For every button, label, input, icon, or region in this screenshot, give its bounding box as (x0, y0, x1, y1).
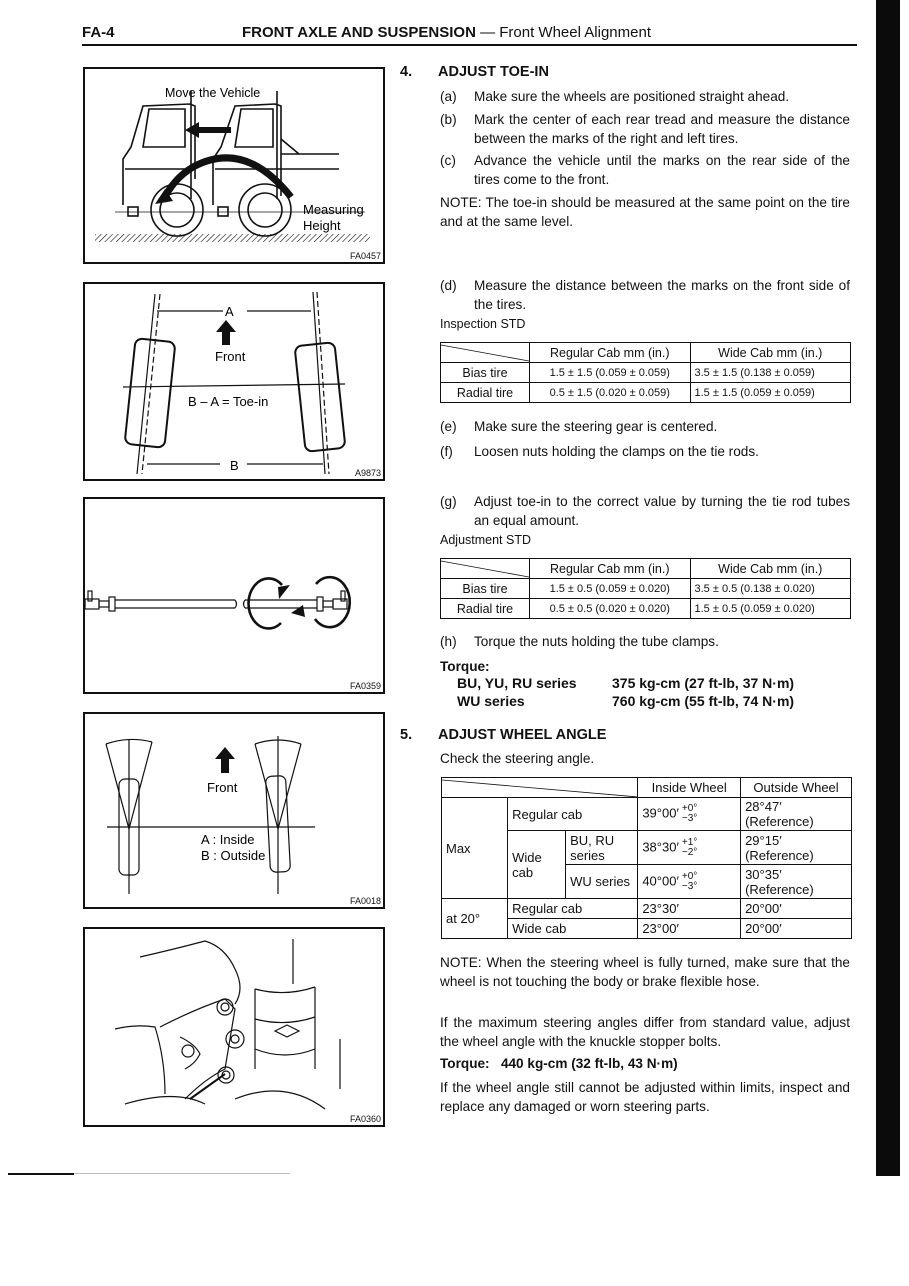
table-cell: 1.5 ± 0.5 (0.059 ± 0.020) (690, 599, 851, 619)
cab-label: Wide cab (508, 919, 638, 939)
angle-value: 29°15′ (745, 832, 782, 848)
angle-value: 39°00′ (642, 805, 679, 821)
torque-series: WU series (457, 693, 525, 709)
step-title: ADJUST TOE-IN (438, 64, 549, 80)
knuckle-stopper-illustration (85, 929, 383, 1125)
torque-row (457, 692, 867, 711)
item-text: Measure the distance between the marks on the front side of the tires. (474, 278, 850, 312)
table-row (441, 383, 851, 403)
subsection-title: — Front Wheel Alignment (480, 24, 651, 41)
tol-minus: −3° (681, 813, 698, 824)
label-a-inside: A : Inside (201, 832, 255, 847)
tol-plus: +0° (681, 870, 698, 882)
torque-value: 440 kg-cm (32 ft-lb, 43 N·m) (500, 1056, 678, 1071)
row-header: Radial tire (441, 383, 530, 403)
move-vehicle-label: Move the Vehicle (165, 86, 261, 100)
column-header: Regular Cab mm (in.) (530, 343, 691, 363)
item-label: (a) (440, 89, 457, 104)
label-toe-in-formula: B – A = Toe-in (188, 394, 269, 409)
inside-angle: 23°30′ (638, 899, 741, 919)
figure-code: FA0018 (349, 896, 381, 906)
label-a: A (225, 304, 234, 319)
figure-code: FA0359 (349, 681, 381, 691)
table-row (441, 599, 851, 619)
angle-value: 30°35′ (745, 866, 782, 882)
item-label: (b) (440, 112, 457, 127)
row-header: Radial tire (441, 599, 530, 619)
figure-code: FA0360 (349, 1114, 381, 1124)
section-title: FRONT AXLE AND SUSPENSION (242, 24, 476, 41)
page-title (242, 24, 651, 41)
item-label: (g) (440, 494, 457, 509)
table-cell: 1.5 ± 1.5 (0.059 ± 0.059) (530, 363, 691, 383)
column-header: Regular Cab mm (in.) (530, 559, 691, 579)
column-header: Outside Wheel (741, 778, 852, 798)
angle-value: 40°00′ (642, 872, 679, 888)
item-label: (d) (440, 278, 457, 293)
outside-angle (741, 798, 852, 831)
step-item (440, 632, 850, 651)
item-label: (c) (440, 153, 456, 168)
table-cell: 1.5 ± 0.5 (0.059 ± 0.020) (530, 579, 691, 599)
step-item (440, 442, 850, 461)
table-corner (441, 343, 530, 363)
reference-note: (Reference) (745, 814, 814, 829)
torque-row (457, 674, 867, 693)
steering-angle-table (441, 777, 852, 939)
measuring-label: Measuring (303, 202, 364, 217)
adjustment-std-table (440, 558, 851, 619)
torque-value: 375 kg-cm (27 ft-lb, 37 N·m) (612, 675, 795, 691)
item-label: (f) (440, 444, 453, 459)
step-item (440, 151, 850, 189)
table-row (441, 363, 851, 383)
outside-angle (741, 831, 852, 865)
inspection-caption: Inspection STD (440, 317, 526, 331)
row-header: Bias tire (441, 363, 530, 383)
step-item (440, 87, 850, 106)
step-title: ADJUST WHEEL ANGLE (438, 727, 607, 743)
step-item (440, 276, 850, 314)
wheel-angle-diagram (85, 714, 383, 907)
label-b: B (230, 458, 239, 473)
item-text: Loosen nuts holding the clamps on the tie rods. (474, 444, 759, 459)
row-group-max: Max (442, 798, 508, 899)
reference-note: (Reference) (745, 881, 814, 897)
inside-angle (638, 865, 741, 899)
tol-minus: −3° (681, 880, 698, 892)
table-corner (441, 559, 530, 579)
tol-plus: +1° (681, 836, 698, 848)
step-item (440, 110, 850, 148)
table-cell: 0.5 ± 1.5 (0.020 ± 0.059) (530, 383, 691, 403)
row-group-at-20: at 20° (442, 899, 508, 939)
truck-move-illustration (85, 69, 383, 262)
inspection-std-table (440, 342, 851, 403)
footer-rule-dark (8, 1173, 74, 1175)
scan-edge-bar (876, 0, 900, 1176)
step-item (440, 417, 850, 436)
page-header (82, 22, 857, 46)
figure-toe-in (83, 282, 385, 481)
column-header: Wide Cab mm (in.) (690, 343, 851, 363)
reference-note: (Reference) (745, 847, 814, 863)
figure-move-vehicle (83, 67, 385, 264)
inside-angle (638, 798, 741, 831)
column-header: Inside Wheel (638, 778, 741, 798)
torque-label: Torque: (440, 659, 490, 674)
figure-code: A9873 (354, 468, 381, 478)
step-4-heading (400, 63, 852, 81)
tol-minus: −2° (681, 846, 698, 858)
page-id: FA-4 (82, 24, 115, 41)
item-text: Torque the nuts holding the tube clamps. (474, 634, 719, 649)
step-5-heading (400, 726, 852, 744)
item-text: Mark the center of each rear tread and measure the distance between the marks of the right and left tires. (474, 112, 850, 146)
table-cell: 1.5 ± 1.5 (0.059 ± 0.059) (690, 383, 851, 403)
figure-tie-rod (83, 497, 385, 694)
step-item (440, 492, 850, 530)
tol-plus: +0° (681, 803, 698, 814)
steering-angle-intro: Check the steering angle. (440, 751, 595, 766)
figure-code: FA0457 (349, 251, 381, 261)
item-text: Advance the vehicle until the marks on the rear side of the tires come to the front. (474, 153, 850, 187)
item-label: (e) (440, 419, 457, 434)
inside-angle: 23°00′ (638, 919, 741, 939)
torque-value: 760 kg-cm (55 ft-lb, 74 N·m) (612, 693, 795, 709)
adjustment-caption: Adjustment STD (440, 533, 532, 547)
figure-wheel-angle (83, 712, 385, 909)
toe-in-note: NOTE: The toe-in should be measured at the same point on the tire and at the same level. (440, 195, 850, 229)
angle-value: 38°30′ (642, 838, 679, 854)
table-cell: 3.5 ± 1.5 (0.138 ± 0.059) (690, 363, 851, 383)
height-label: Height (303, 218, 341, 233)
series-label: BU, RU series (566, 831, 638, 865)
label-front: Front (207, 780, 238, 795)
outside-angle: 20°00′ (741, 899, 852, 919)
ground-hatch (95, 234, 370, 242)
item-label: (h) (440, 634, 457, 649)
torque-label: Torque: (440, 1056, 490, 1071)
steering-note: NOTE: When the steering wheel is fully turned, make sure that the wheel is not touching the body or brake flexible hose. (440, 955, 850, 989)
outside-angle: 20°00′ (741, 919, 852, 939)
series-label: WU series (566, 865, 638, 899)
table-row (442, 798, 852, 831)
max-angle-paragraph: If the maximum steering angles differ from standard value, adjust the wheel angle with the knuckle stopper bolts. (440, 1015, 850, 1049)
stopper-torque (440, 1054, 850, 1073)
step-number: 4. (400, 64, 413, 80)
table-row (441, 579, 851, 599)
tie-rod-illustration (85, 499, 383, 692)
label-front: Front (215, 349, 246, 364)
table-corner (442, 778, 638, 798)
inside-angle (638, 831, 741, 865)
toe-in-diagram (85, 284, 383, 479)
torque-series: BU, YU, RU series (457, 675, 577, 691)
label-b-outside: B : Outside (201, 848, 266, 863)
outside-angle (741, 865, 852, 899)
cab-label: Regular cab (508, 899, 638, 919)
row-header: Bias tire (441, 579, 530, 599)
item-text: Make sure the wheels are positioned straight ahead. (474, 89, 790, 104)
cab-label: Wide cab (508, 831, 566, 899)
replace-parts-paragraph: If the wheel angle still cannot be adjusted within limits, inspect and replace any damaged or worn steering parts. (440, 1080, 850, 1114)
figure-knuckle-stopper (83, 927, 385, 1127)
table-row (442, 899, 852, 919)
table-cell: 0.5 ± 0.5 (0.020 ± 0.020) (530, 599, 691, 619)
item-text: Make sure the steering gear is centered. (474, 419, 718, 434)
column-header: Wide Cab mm (in.) (690, 559, 851, 579)
table-cell: 3.5 ± 0.5 (0.138 ± 0.020) (690, 579, 851, 599)
cab-label: Regular cab (508, 798, 638, 831)
step-number: 5. (400, 727, 413, 743)
item-text: Adjust toe-in to the correct value by turning the tie rod tubes an equal amount. (474, 494, 850, 528)
angle-value: 28°47′ (745, 799, 782, 814)
